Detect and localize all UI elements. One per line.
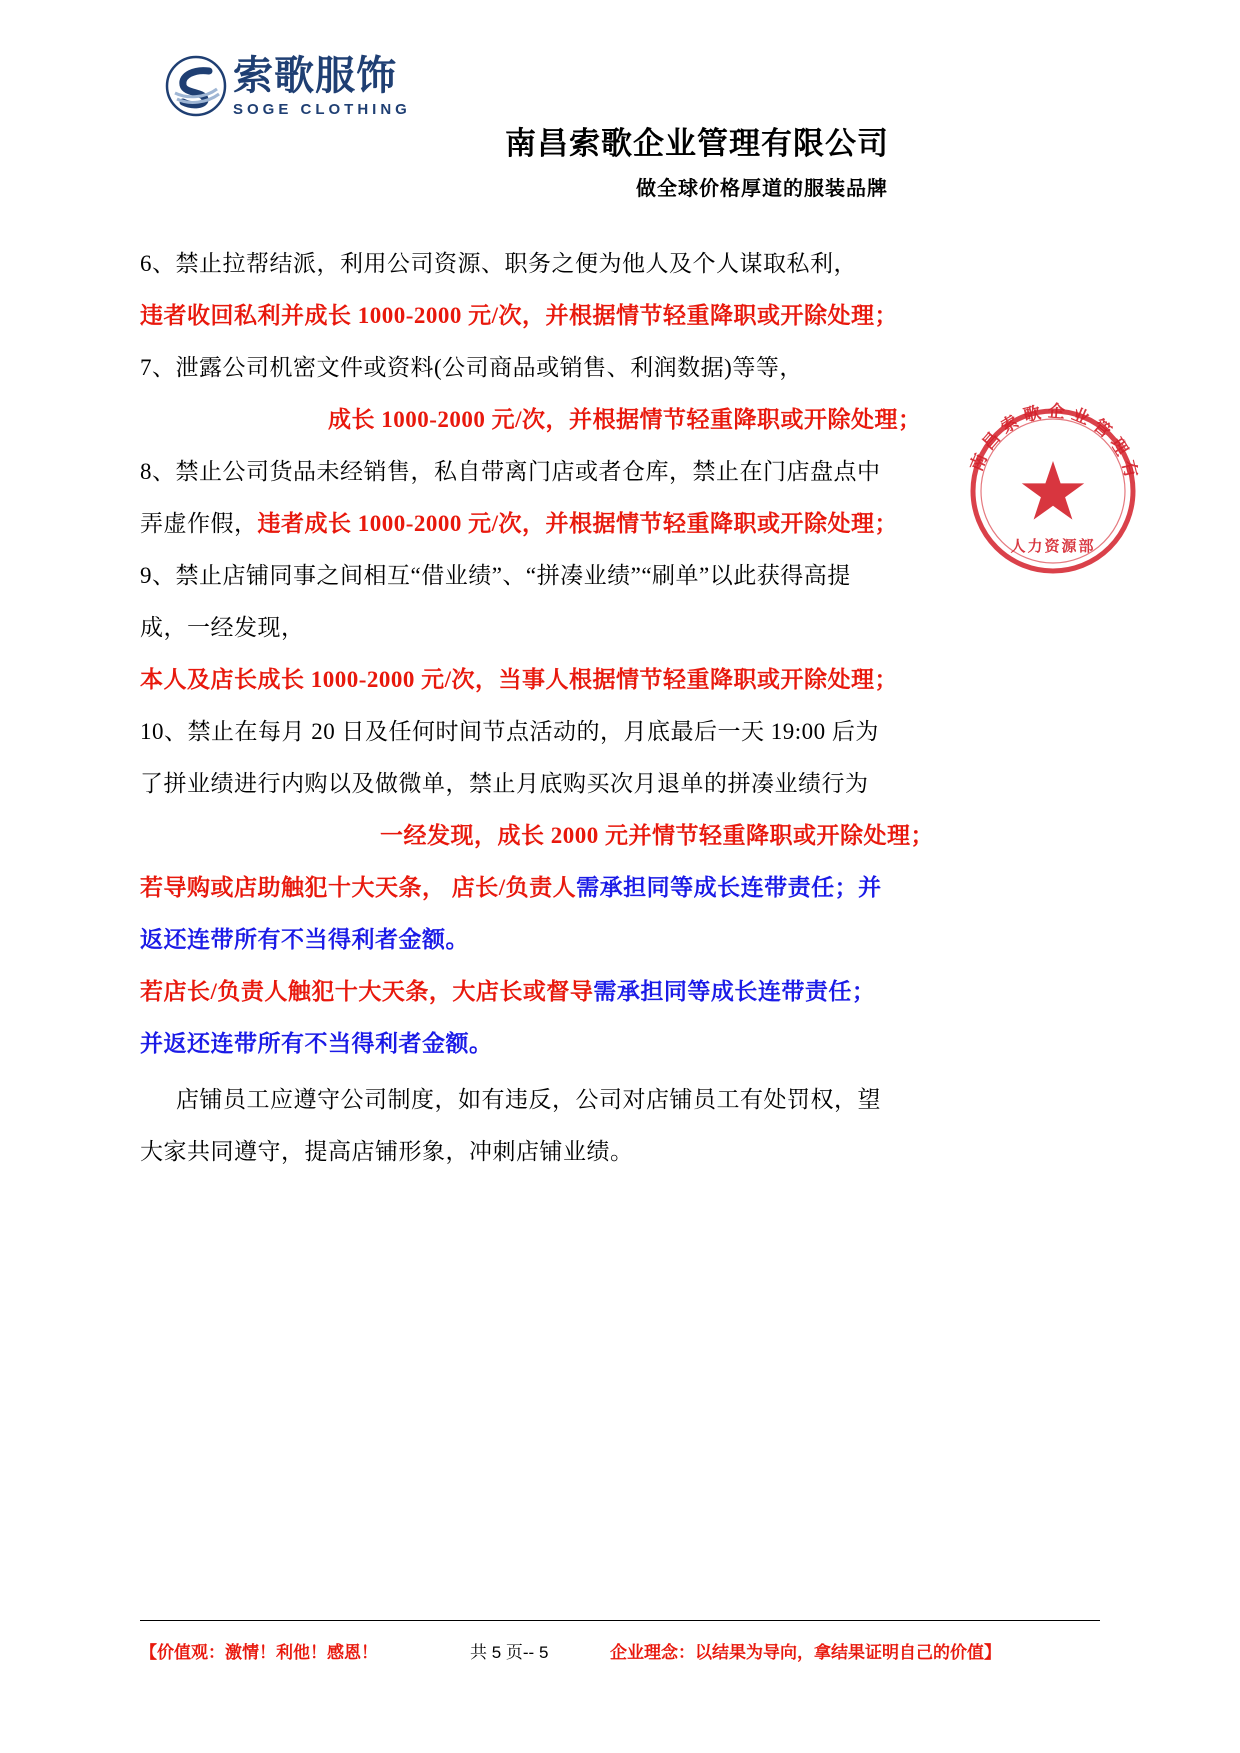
liability-clause-1-line-2: 返还连带所有不当得利者金额。 [140, 927, 469, 952]
document-footer [0, 1620, 1240, 1690]
soge-logo-icon [165, 55, 227, 117]
company-name-title: 南昌索歌企业管理有限公司 [505, 126, 889, 161]
liability-1-blue-text: 需承担同等成长连带责任；并 [576, 875, 882, 900]
liability-1-red-text: 若导购或店助触犯十大天条， 店长/负责人 [140, 875, 577, 900]
rule-8-penalty: 违者成长 1000-2000 元/次，并根据情节轻重降职或开除处理； [257, 511, 899, 536]
rule-7-penalty: 成长 1000-2000 元/次，并根据情节轻重降职或开除处理； [328, 407, 922, 432]
footer-divider [140, 1620, 1100, 1621]
rule-6-penalty: 违者收回私利并成长 1000-2000 元/次，并根据情节轻重降职或开除处理； [140, 303, 899, 328]
rule-9-line-2: 成，一经发现， [140, 615, 305, 640]
footer-values-text: 【价值观：激情！利他！感恩！ [140, 1643, 378, 1662]
liability-clause-2-line-1 [140, 966, 980, 1018]
company-seal-stamp [955, 393, 1151, 589]
document-body [140, 238, 980, 1178]
liability-clause-2-line-2: 并返还连带所有不当得利者金额。 [140, 1031, 493, 1056]
rule-8-line-2-text: 弄虚作假， [140, 511, 258, 536]
closing-line-1: 店铺员工应遵守公司制度，如有违反，公司对店铺员工有处罚权，望 [176, 1087, 881, 1112]
logo-chinese-name: 索歌服饰 [233, 53, 397, 98]
liability-clause-1-line-1 [140, 862, 980, 914]
footer-philosophy-text: 企业理念：以结果为导向，拿结果证明自己的价值】 [610, 1643, 1001, 1662]
rule-9-line-1: 9、禁止店铺同事之间相互“借业绩”、“拼凑业绩”“刷单”以此获得高提 [140, 563, 851, 588]
footer-page-number: 共 5 页-- 5 [470, 1643, 549, 1662]
rule-8-line-2 [140, 498, 980, 550]
document-header [0, 0, 1240, 200]
company-slogan: 做全球价格厚道的服装品牌 [636, 178, 888, 200]
rule-7-line-1: 7、泄露公司机密文件或资料(公司商品或销售、利润数据)等等， [140, 355, 803, 380]
company-logo [165, 55, 411, 117]
svg-text:人力资源部: 人力资源部 [1010, 538, 1096, 555]
rule-10-line-1: 10、禁止在每月 20 日及任何时间节点活动的，月底最后一天 19:00 后为 [140, 719, 879, 744]
rule-9-penalty: 本人及店长成长 1000-2000 元/次，当事人根据情节轻重降职或开除处理； [140, 667, 899, 692]
rule-8-line-1: 8、禁止公司货品未经销售，私自带离门店或者仓库，禁止在门店盘点中 [140, 459, 881, 484]
rule-10-line-2: 了拼业绩进行内购以及做微单，禁止月底购买次月退单的拼凑业绩行为 [140, 771, 869, 796]
rule-6-line-1: 6、禁止拉帮结派，利用公司资源、职务之便为他人及个人谋取私利， [140, 251, 857, 276]
liability-2-red-text: 若店长/负责人触犯十大天条，大店长或督导 [140, 979, 594, 1004]
closing-line-2: 大家共同遵守，提高店铺形象，冲刺店铺业绩。 [140, 1139, 634, 1164]
footer-content [140, 1638, 1100, 1663]
liability-2-blue-text: 需承担同等成长连带责任； [593, 979, 876, 1004]
logo-english-name: SOGE CLOTHING [233, 100, 411, 118]
svg-text:南昌索歌企业管理有限公司: 南昌索歌企业管理有 [966, 401, 1143, 486]
rule-10-penalty: 一经发现，成长 2000 元并情节轻重降职或开除处理； [380, 823, 934, 848]
